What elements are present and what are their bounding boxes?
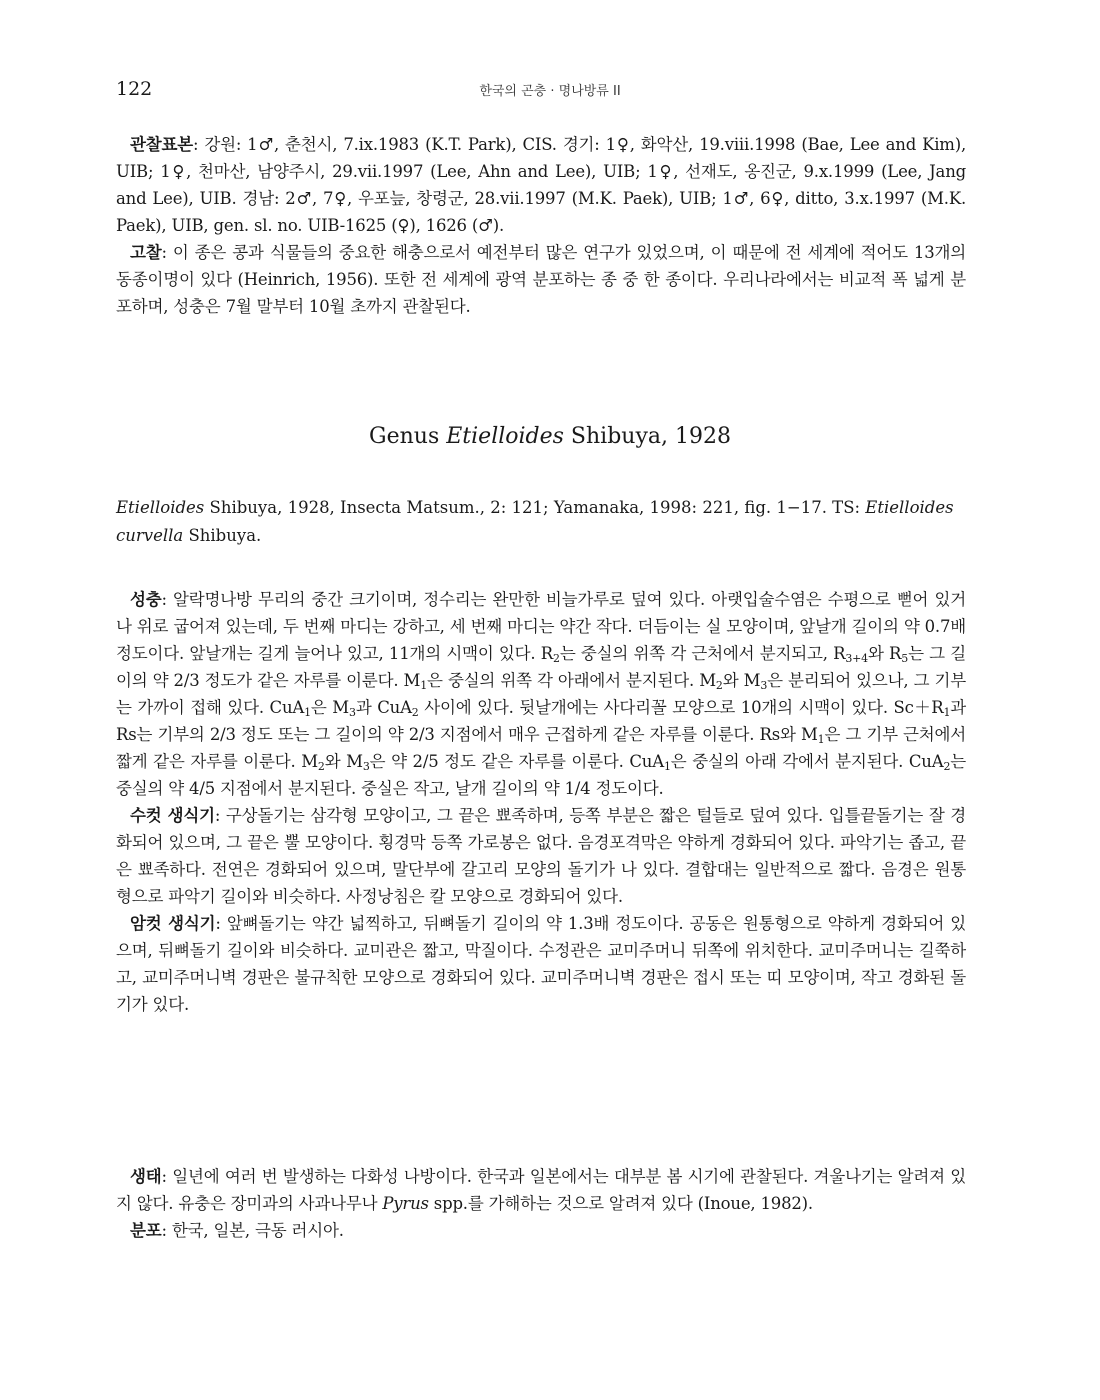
adult-text: 사이에 있다. 뒷날개에는 사다리꼴 모양으로 10개의 시맥이 있다. Sc＋R (418, 698, 944, 717)
female-genitalia-label: 암컷 생식기 (130, 914, 216, 933)
subscript: 3+4 (845, 652, 868, 665)
remarks-label: 고찰 (130, 243, 162, 262)
male-genitalia-paragraph (116, 802, 966, 910)
genus-heading-name: Etielloides (446, 424, 564, 449)
specimens-text: : 강원: 1♂, 춘천시, 7.ix.1983 (K.T. Park), CIS. 경기: 1♀, 화악산, 19.viii.1998 (Bae, Lee and Kim), UIB; 1♀, 천마산, 남양주시, 29.vii.1997 (Lee, Ahn and Lee), UIB; 1♀, 선재도, 옹진군, 9.x.1999 (Lee, Jang and Lee), UIB. 경남: 2♂, 7♀, 우포늪, 창령군, 28.vii.1997 (M.K. Paek), UIB; 1♂, 6♀, ditto, 3.x.1997 (M.K. Paek), UIB, gen. sl. no. UIB-1625 (♀), 1626 (♂). (116, 135, 966, 235)
specimens-section (116, 131, 966, 320)
subscript: 2 (411, 706, 419, 719)
adult-text: 과 CuA (355, 698, 412, 717)
specimens-paragraph (116, 131, 966, 239)
genus-heading-prefix: Genus (369, 424, 447, 449)
adult-text: 은 그 기부 근처에서 짧게 같은 자루를 이룬다. M (116, 725, 967, 771)
distribution-paragraph (116, 1217, 966, 1244)
adult-text: 은 중실의 위쪽 각 아래에서 분지된다. M (427, 671, 716, 690)
female-genitalia-text: : 앞뼈돌기는 약간 넓찍하고, 뒤뼈돌기 길이의 약 1.3배 정도이다. 공동은 원통형으로 약하게 경화되어 있으며, 뒤뼈돌기 길이와 비슷하다. 교미관은 짧고, 막질이다. 수정관은 교미주머니 뒤쪽에 위치한다. 교미주머니는 길쭉하고, 교미주머니벽 경판은 불규칙한 모양으로 경화되어 있다. 교미주머니벽 경판은 접시 또는 띠 모양이며, 작고 경화된 돌기가 있다. (116, 914, 966, 1014)
subscript: 5 (901, 652, 909, 665)
subscript: 1 (663, 760, 671, 773)
description-section (116, 586, 966, 1018)
synonymy (116, 494, 966, 550)
distribution-label: 분포 (130, 1221, 162, 1240)
adult-text: 은 약 2/5 정도 같은 자루를 이룬다. CuA (369, 752, 664, 771)
genus-heading-suffix: Shibuya, 1928 (563, 424, 731, 449)
adult-text: 는 중실의 위쪽 각 근처에서 분지되고, R (559, 644, 846, 663)
ecology-label: 생태 (130, 1167, 162, 1186)
adult-text: 는 그 길이의 약 2/3 정도가 같은 자루를 이룬다. M (116, 644, 966, 690)
male-genitalia-label: 수컷 생식기 (130, 806, 215, 825)
adult-text: 은 분리되어 있으나, 그 기부는 가까이 접해 있다. CuA (116, 671, 966, 717)
adult-text: 와 M (722, 671, 761, 690)
ecology-text: spp.를 가해하는 것으로 알려져 있다 (Inoue, 1982). (428, 1194, 813, 1213)
distribution-text: : 한국, 일본, 극동 러시아. (161, 1221, 344, 1240)
subscript: 2 (317, 760, 325, 773)
ecology-section (116, 1163, 966, 1244)
adult-text: 과 Rs는 기부의 2/3 정도 또는 그 길이의 약 2/3 지점에서 매우 근접하게 같은 자루를 이룬다. Rs와 M (116, 698, 966, 744)
subscript: 3 (760, 679, 768, 692)
adult-text: 은 중실의 아래 각에서 분지된다. CuA (670, 752, 944, 771)
synonymy-type-genus: Etielloides (865, 498, 954, 517)
specimens-label: 관찰표본 (130, 135, 193, 154)
subscript: 1 (817, 733, 825, 746)
ecology-text: : 일년에 여러 번 발생하는 다화성 나방이다. 한국과 일본에서는 대부분 봄 시기에 관찰된다. 겨울나기는 알려져 있지 않다. 유충은 장미과의 사과나무나 (116, 1167, 966, 1213)
subscript: 2 (715, 679, 723, 692)
male-genitalia-text: : 구상돌기는 삼각형 모양이고, 그 끝은 뾰족하며, 등쪽 부분은 짧은 털들로 덮여 있다. 입틀끝돌기는 잘 경화되어 있으며, 그 끝은 뿔 모양이다. 횡경막 등쪽 가로봉은 없다. 음경포격막은 약하게 경화되어 있다. 파악기는 좁고, 끝은 뾰족하다. 전연은 경화되어 있으며, 말단부에 갈고리 모양의 돌기가 나 있다. 결합대는 일반적으로 짧다. 음경은 원통형으로 파악기 길이와 비슷하다. 사정낭침은 칼 모양으로 경화되어 있다. (116, 806, 966, 906)
synonymy-type-author: Shibuya. (183, 526, 262, 545)
female-genitalia-paragraph (116, 910, 966, 1018)
synonymy-citation: Shibuya, 1928, Insecta Matsum., 2: 121; Yamanaka, 1998: 221, fig. 1−17. TS: (204, 498, 866, 517)
subscript: 1 (304, 706, 311, 719)
subscript: 3 (362, 760, 370, 773)
adult-text: 와 R (867, 644, 902, 663)
synonymy-type-species: curvella (116, 526, 184, 545)
page-number: 122 (116, 78, 153, 100)
ecology-paragraph (116, 1163, 966, 1217)
running-head: 한국의 곤충 · 명나방류 II (479, 84, 621, 99)
adult-text: 와 M (324, 752, 363, 771)
adult-text: 은 M (310, 698, 350, 717)
adult-text: : 알락명나방 무리의 중간 크기이며, 정수리는 완만한 비늘가루로 덮여 있다. 아랫입술수염은 수평으로 뻗어 있거나 위로 굽어져 있는데, 두 번째 마디는 강하고, 세 번째 마디는 약간 작다. 더듬이는 실 모양이며, 앞날개 길이의 약 0.7배 정도이다. 앞날개는 길게 늘어나 있고, 11개의 시맥이 있다. R (116, 590, 966, 663)
subscript: 2 (553, 652, 560, 665)
adult-text: 는 중실의 약 4/5 지점에서 분지된다. 중실은 작고, 날개 길이의 약 1/4 정도이다. (116, 752, 967, 798)
subscript: 1 (943, 706, 951, 719)
subscript: 2 (943, 760, 951, 773)
remarks-paragraph (116, 239, 966, 320)
subscript: 1 (420, 679, 428, 692)
adult-paragraph (116, 586, 966, 802)
remarks-text: : 이 종은 콩과 식물들의 중요한 해충으로서 예전부터 많은 연구가 있었으며, 이 때문에 전 세계에 적어도 13개의 동종이명이 있다 (Heinrich, 1956). 또한 전 세계에 광역 분포하는 종 중 한 종이다. 우리나라에서는 비교적 폭 넓게 분포하며, 성충은 7월 말부터 10월 초까지 관찰된다. (116, 243, 966, 316)
synonymy-genus: Etielloides (116, 498, 205, 517)
genus-heading (0, 424, 1100, 449)
subscript: 3 (349, 706, 356, 719)
ecology-genus: Pyrus (382, 1194, 429, 1213)
adult-label: 성충 (130, 590, 162, 609)
